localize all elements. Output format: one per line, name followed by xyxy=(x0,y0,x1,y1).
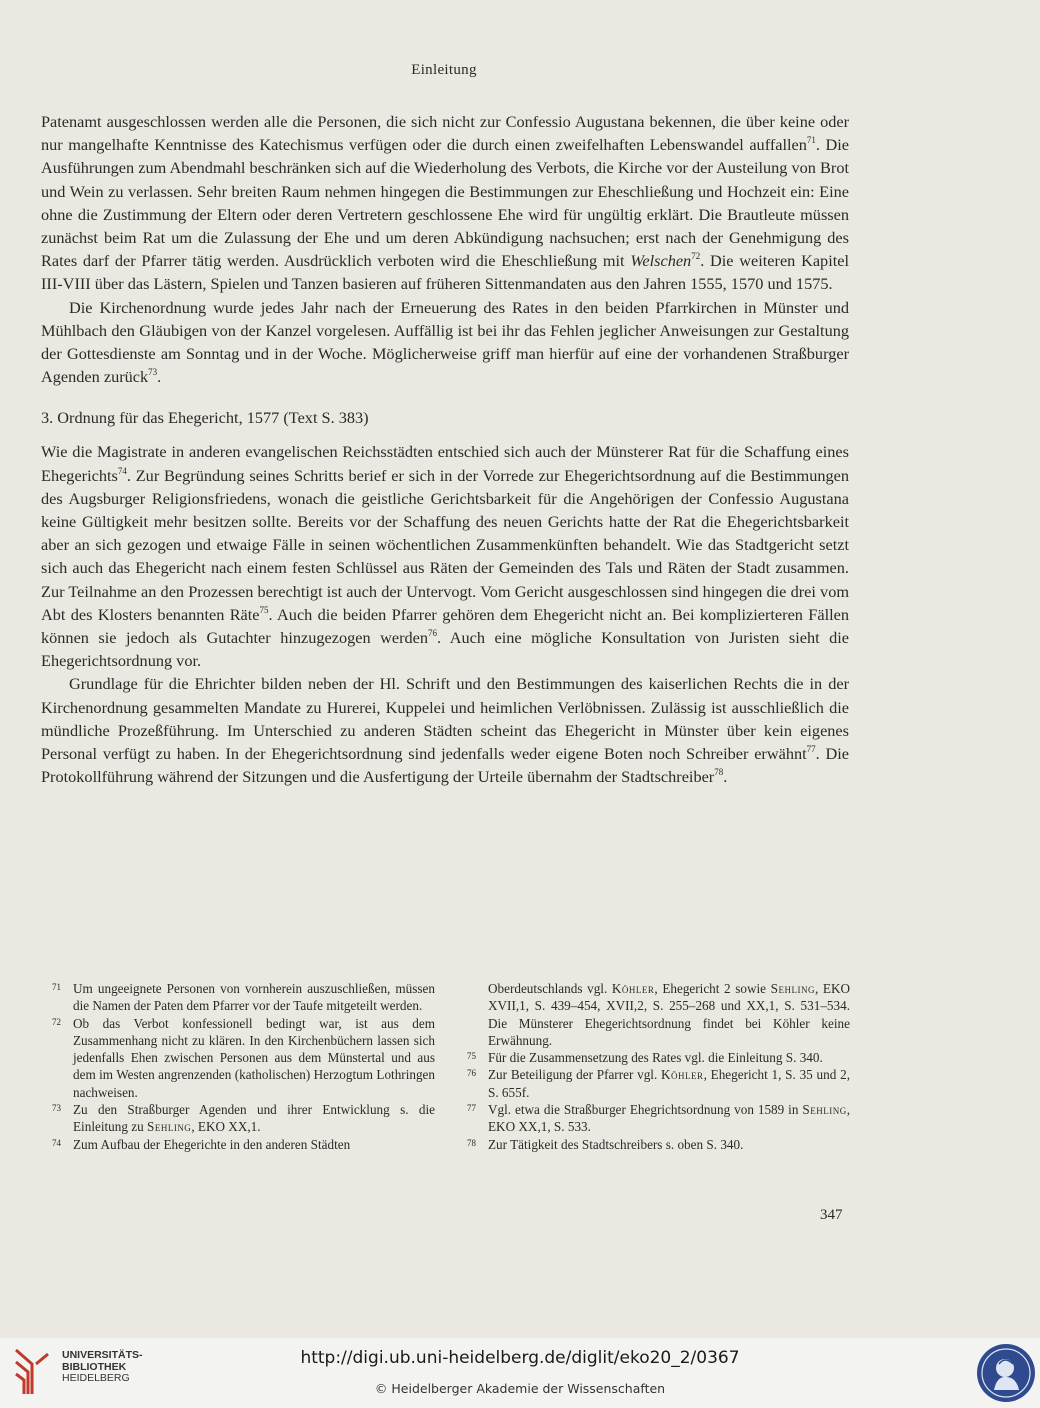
main-text xyxy=(41,110,849,788)
footnote-73: 73 Zu den Straßburger Agenden und ihrer Entwicklung s. die Einleitung zu Sehling, EKO XX,1. xyxy=(52,1102,435,1135)
digitization-footer xyxy=(0,1338,1040,1408)
footnote-75: 75 Für die Zusammensetzung des Rates vgl. die Einleitung S. 340. xyxy=(467,1050,823,1066)
academy-seal-icon xyxy=(975,1342,1037,1404)
footnote-78: 78 Zur Tätigkeit des Stadtschreibers s. oben S. 340. xyxy=(467,1136,744,1152)
footnote-72: 72 Ob das Verbot konfessionell bedingt war, ist aus dem Zusammenhang nicht zu klären. In den Kirchenbüchern lassen sich jedenfalls Ehen zwischen Personen aus dem Münstertal und aus dem im Westen angrenzenden (katholischen) Herzogtum Lothringen nachweisen. xyxy=(52,1015,435,1100)
running-title: Einleitung xyxy=(411,62,477,78)
footnote-74-continued: Oberdeutschlands vgl. Köhler, Ehegericht 2 sowie Sehling, EKO XVII,1, S. 439–454, XVII,2, S. 255–268 und XX,1, S. 531–534. Die Münsterer Ehegerichtsordnung findet bei Köhler keine Erwähnung. xyxy=(488,981,851,1048)
footnote-ref-74[interactable]: 74 xyxy=(117,465,127,476)
library-name[interactable]: UNIVERSITÄTS- BIBLIOTHEK HEIDELBERG xyxy=(62,1349,143,1384)
footnote-74: 74 Zum Aufbau der Ehegerichte in den anderen Städten xyxy=(52,1136,351,1152)
copyright-notice: © Heidelberger Akademie der Wissenschaften xyxy=(374,1381,666,1396)
paragraph-2: Die Kirchenordnung wurde jedes Jahr nach der Erneuerung des Rates in den beiden Pfarrkirchen in Münster und Mühlbach den Gläubigen von der Kanzel vorgelesen. Auffällig ist bei ihr das Fehlen jeglicher Anweisungen zur Gestaltung der Gottesdienste am Sonntag und in der Woche. Möglicherweise griff man hierfür auf eine der vorhandenen Straßburger Agenden zurück$^{73}$. xyxy=(41,297,849,387)
footnotes xyxy=(52,980,850,1153)
footnote-ref-76[interactable]: 76 xyxy=(428,628,438,639)
footnote-ref-71[interactable]: 71 xyxy=(806,135,816,146)
footnote-ref-72[interactable]: 72 xyxy=(691,251,701,262)
paragraph-4: Grundlage für die Ehrichter bilden neben der Hl. Schrift und den Bestimmungen des kaiserlichen Rechts die in der Kirchenordnung gesammelten Mandate zu Hurerei, Kuppelei und heimlichen Verlöbnissen. Zulässig ist ausschließlich die mündliche Prozeßführung. Im Unterschied zu anderen Städten scheint das Ehegericht in Münster über kein eigenes Personal verfügt zu haben. In der Ehegerichtsordnung sind jedenfalls weder eigene Boten noch Schreiber erwähnt$^{77}$. Die Protokollführung während der Sitzungen und die Ausfertigung der Urteile übernahm der Stadtschreiber$^{78}$. xyxy=(41,674,849,787)
footnote-ref-77[interactable]: 77 xyxy=(806,744,816,755)
footnote-76: 76 Zur Beteiligung der Pfarrer vgl. Köhler, Ehegericht 1, S. 35 und 2, S. 655f. xyxy=(467,1067,850,1100)
section-heading: 3. Ordnung für das Ehegericht, 1577 (Text S. 383) xyxy=(41,408,369,428)
page-number: 347 xyxy=(820,1207,843,1223)
footnote-ref-73[interactable]: 73 xyxy=(148,367,158,378)
footnote-ref-75[interactable]: 75 xyxy=(259,604,269,615)
footnote-71: 71 Um ungeeignete Personen von vornherein auszuschließen, müssen die Namen der Paten dem Pfarrer vor der Taufe mitgeteilt werden. xyxy=(52,981,435,1014)
paragraph-3: Wie die Magistrate in anderen evangelischen Reichsstädten entschied sich auch der Münsterer Rat für die Schaffung eines Ehegerichts$^{74}$. Zur Begründung seines Schritts berief er sich in der Vorrede zur Ehegerichtsordnung auf die Bestimmungen des Augsburger Religionsfriedens, wonach die geistliche Gerichtsbarkeit für die Angehörigen der Confessio Augustana keine Gültigkeit mehr besitzen sollte. Bereits vor der Schaffung des neuen Gerichts hatte der Rat die Ehegerichtsbarkeit aber an sich gezogen und etwaige Fälle in seinen wöchentlichen Zusammenkünften behandelt. Wie das Stadtgericht setzt sich auch das Ehegericht nach einem festen Schlüssel aus Räten der Gemeinden des Tals und Räten der Stadt zusammen. Zur Teilnahme an den Prozessen berechtigt ist auch der Untervogt. Vom Gericht ausgeschlossen sind hingegen die drei vom Abt des Klosters benannten Räte$^{75}$. Auch die beiden Pfarrer gehören dem Ehegericht nicht an. Bei komplizierteren Fällen können sie jedoch als Gutachter hinzugezogen werden$^{76}$. Auch eine mögliche Konsultation von Juristen sieht die Ehegerichtsordnung vor. xyxy=(41,442,850,671)
footnotes-right-column xyxy=(467,980,850,1153)
footnote-ref-78[interactable]: 78 xyxy=(714,767,724,778)
footnote-77: 77 Vgl. etwa die Straßburger Ehegrichtsordnung von 1589 in Sehling, EKO XX,1, S. 533. xyxy=(467,1102,850,1135)
footnotes-left-column xyxy=(52,980,435,1153)
paragraph-1: Patenamt ausgeschlossen werden alle die Personen, die sich nicht zur Confessio Augustana bekennen, die über keine oder nur mangelhafte Kenntnisse des Katechismus verfügen oder die durch einen zweifelhaften Lebenswandel auffallen$^{71}$. Die Ausführungen zum Abendmahl beschränken sich auf die Wiederholung des Verbots, die Kirche vor der Austeilung von Brot und Wein zu verlassen. Sehr breiten Raum nehmen hingegen die Bestimmungen zur Eheschließung und Hochzeit ein: Eine ohne die Zustimmung der Eltern oder deren Vertretern geschlossene Ehe wird für ungültig erklärt. Die Brautleute müssen zunächst beim Rat um die Zulassung der Ehe und um deren Abkündigung nachsuchen; erst nach der Genehmigung des Rates darf der Pfarrer tätig werden. Ausdrücklich verboten wird die Eheschließung mit Welschen$^{72}$. Die weiteren Kapitel III-VIII über das Lästern, Spielen und Tanzen basieren auf früheren Sittenmandaten aus den Jahren 1555, 1570 und 1575. xyxy=(41,112,850,294)
permalink-url[interactable]: http://digi.ub.uni-heidelberg.de/diglit/eko20_2/0367 xyxy=(300,1348,740,1368)
